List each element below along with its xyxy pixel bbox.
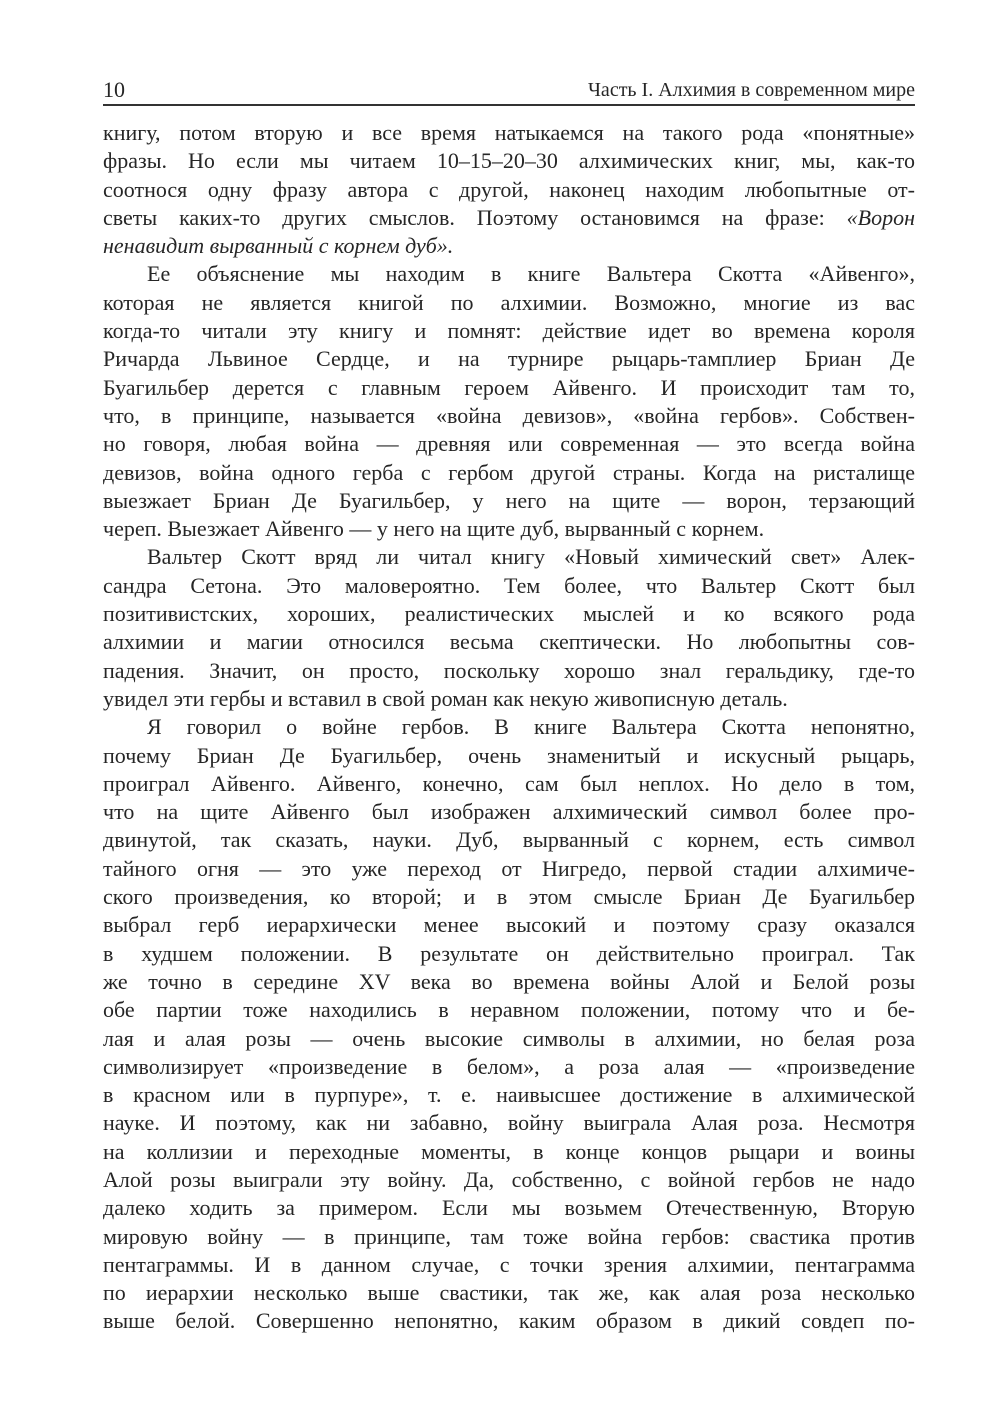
line-text: по иерархии несколько выше свастики, так же, как алая роза несколько <box>103 1280 915 1306</box>
line-text: выезжает Бриан Де Буагильбер, у него на щите — ворон, терзающий <box>103 487 915 513</box>
text-line <box>103 1025 915 1053</box>
line-text: науке. И поэтому, как ни забавно, войну выиграла Алая роза. Несмотря <box>103 1110 915 1136</box>
text-line <box>103 515 915 543</box>
text-line <box>103 770 915 798</box>
line-text: на коллизии и переходные моменты, в конце концов рыцари и воины <box>103 1138 915 1164</box>
line-text: в худшем положении. В результате он действительно проиграл. Так <box>103 940 915 966</box>
text-line <box>103 1194 915 1222</box>
line-text: фразы. Но если мы читаем 10–15–20–30 алхимических книг, мы, как-то <box>103 148 915 174</box>
line-text: книгу, потом вторую и все время натыкаемся на такого рода «понятные» <box>103 120 915 145</box>
text-line <box>103 487 915 515</box>
line-text: мировую войну — в принципе, там тоже война гербов: свастика против <box>103 1223 915 1249</box>
text-line <box>103 742 915 770</box>
text-line <box>103 996 915 1024</box>
text-line <box>103 968 915 996</box>
text-line <box>103 147 915 175</box>
text-line <box>103 119 915 147</box>
text-line <box>103 826 915 854</box>
text-line <box>103 1307 915 1335</box>
text-line <box>103 260 915 288</box>
line-text: Ричарда Львиное Сердце, и на турнире рыцарь-тамплиер Бриан Де <box>103 346 915 372</box>
line-text: почему Бриан Де Буагильбер, очень знаменитый и искусный рыцарь, <box>103 742 915 768</box>
text-line <box>103 1251 915 1279</box>
line-text: пентаграммы. И в данном случае, с точки зрения алхимии, пентаграмма <box>103 1251 915 1277</box>
line-text: что, в принципе, называется «война девизов», «война гербов». Собствен- <box>103 402 915 428</box>
text-line <box>103 317 915 345</box>
line-text: Буагильбер дерется с главным героем Айвенго. И происходит там то, <box>103 374 915 400</box>
line-text: девизов, война одного герба с гербом другой страны. Когда на ристалище <box>103 459 915 485</box>
text-line <box>103 940 915 968</box>
line-text: тайного огня — это уже переход от Нигредо, первой стадии алхимиче- <box>103 855 915 881</box>
line-text: череп. Выезжает Айвенго — у него на щите дуб, вырванный с корнем. <box>103 516 765 542</box>
text-line <box>103 1109 915 1137</box>
text-line <box>103 204 915 232</box>
line-text: лая и алая розы — очень высокие символы в алхимии, но белая роза <box>103 1025 915 1051</box>
text-line <box>103 685 915 713</box>
text-line <box>103 628 915 656</box>
line-text: в красном или в пурпуре», т. е. наивысшее достижение в алхимической <box>103 1082 915 1108</box>
text-line <box>103 1053 915 1081</box>
running-title: Часть I. Алхимия в современном мире <box>587 79 915 101</box>
line-text: Я говорил о войне гербов. В книге Вальтера Скотта непонятно, <box>147 714 915 740</box>
text-line <box>103 345 915 373</box>
line-text: символизирует «произведение в белом», а роза алая — «произведение <box>103 1053 915 1079</box>
line-text: ского произведения, ко второй; и в этом смысле Бриан Де Буагильбер <box>103 884 915 910</box>
line-text: Алой розы выиграли эту войну. Да, собственно, с войной гербов не надо <box>103 1166 915 1192</box>
text-line <box>103 459 915 487</box>
text-line <box>103 1223 915 1251</box>
line-text: которая не является книгой по алхимии. Возможно, многие из вас <box>103 289 915 315</box>
line-text: сандра Сетона. Это маловероятно. Тем более, что Вальтер Скотт был <box>103 572 915 598</box>
line-text: двинутой, так сказать, науки. Дуб, вырванный с корнем, есть символ <box>103 827 915 853</box>
paragraph <box>103 713 915 1336</box>
text-line <box>103 657 915 685</box>
text-line <box>103 911 915 939</box>
line-text: обе партии тоже находились в неравном положении, потому что и бе- <box>103 997 915 1023</box>
line-text: выбрал герб иерархически менее высокий и поэтому сразу оказался <box>103 912 915 938</box>
text-line <box>103 289 915 317</box>
text-line <box>103 1081 915 1109</box>
text-line <box>103 883 915 911</box>
line-text: проиграл Айвенго. Айвенго, конечно, сам был неплох. Но дело в том, <box>103 770 915 796</box>
text-line <box>103 543 915 571</box>
line-text: увидел эти гербы и вставил в свой роман как некую живописную деталь. <box>103 685 788 711</box>
line-text: светы каких-то других смыслов. Поэтому остановимся на фразе: <box>103 204 847 230</box>
text-line <box>103 232 915 260</box>
text-line <box>103 572 915 600</box>
text-line <box>103 855 915 883</box>
text-line <box>103 1138 915 1166</box>
text-line <box>103 713 915 741</box>
paragraph <box>103 543 915 713</box>
line-text: падения. Значит, он просто, поскольку хорошо знал геральдику, где-то <box>103 657 915 683</box>
italic-quote: ненавидит вырванный с корнем дуб». <box>103 233 454 259</box>
line-text: алхимии и магии относился весьма скептически. Но любопытны сов- <box>103 629 915 655</box>
line-text: но говоря, любая война — древняя или современная — это всегда война <box>103 431 915 457</box>
text-line <box>103 798 915 826</box>
line-text: когда-то читали эту книгу и помнят: действие идет во времена короля <box>103 318 915 344</box>
page-header <box>103 76 915 104</box>
text-line <box>103 600 915 628</box>
line-text: же точно в середине XV века во времена войны Алой и Белой розы <box>103 968 915 994</box>
line-text: далеко ходить за примером. Если мы возьмем Отечественную, Вторую <box>103 1195 915 1221</box>
text-line <box>103 402 915 430</box>
paragraph <box>103 260 915 543</box>
text-line <box>103 1279 915 1307</box>
line-text: выше белой. Совершенно непонятно, каким образом в дикий совдеп по- <box>103 1308 915 1334</box>
header-rule <box>103 104 915 106</box>
line-text: позитивистских, хороших, реалистических мыслей и ко всякого рода <box>103 601 915 627</box>
paragraph <box>103 119 915 260</box>
text-line <box>103 1166 915 1194</box>
italic-quote: «Ворон <box>846 204 915 230</box>
body-text <box>103 119 915 1336</box>
text-line <box>103 176 915 204</box>
line-text: что на щите Айвенго был изображен алхимический символ более про- <box>103 799 915 825</box>
page-number: 10 <box>103 77 125 102</box>
line-text: Ее объяснение мы находим в книге Вальтера Скотта «Айвенго», <box>147 261 915 287</box>
text-line <box>103 374 915 402</box>
text-line <box>103 430 915 458</box>
line-text: соотнося одну фразу автора с другой, наконец находим любопытные от- <box>103 176 915 202</box>
line-text: Вальтер Скотт вряд ли читал книгу «Новый химический свет» Алек- <box>147 544 915 570</box>
